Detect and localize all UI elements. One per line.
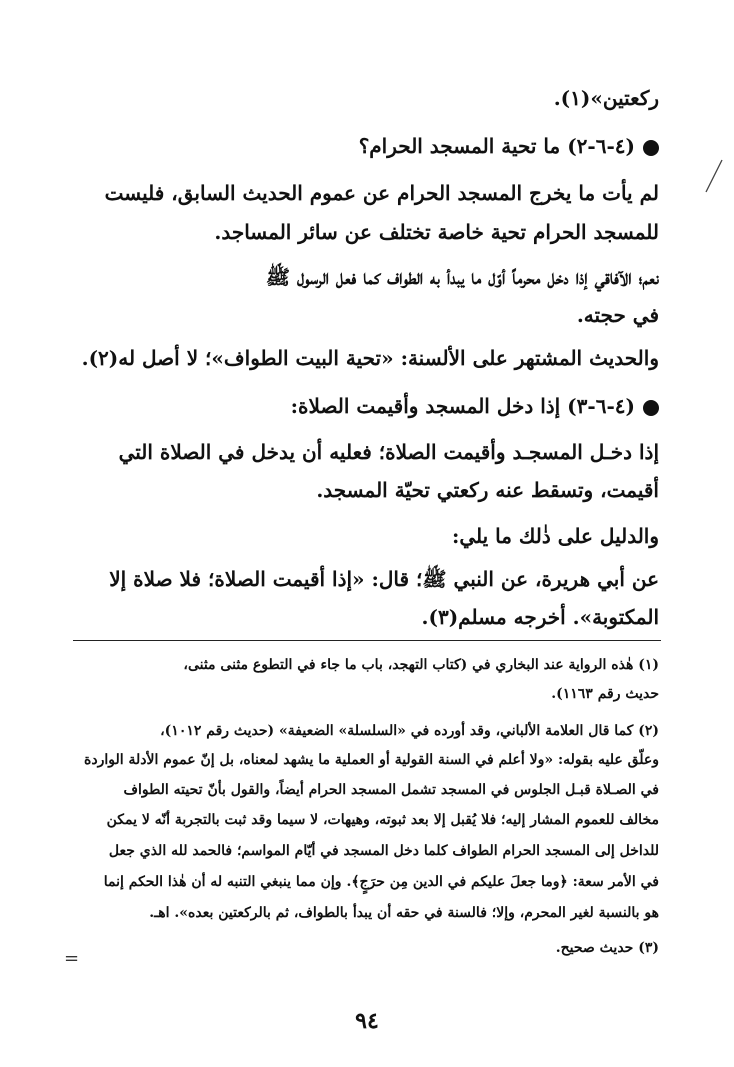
footnote-line: هو بالنسبة لغير المحرم، وإلا؛ فالسنة في حقه أن يبدأ بالطواف، ثم بالركعتين بعده». اهـ. bbox=[149, 905, 659, 921]
paragraph-line: والحديث المشتهر على الألسنة: «تحية البيت الطواف»؛ لا أصل له(٢). bbox=[81, 346, 659, 370]
page-number: ٩٤ bbox=[355, 1008, 379, 1034]
footnote-line: (٢) كما قال العلامة الألباني، وقد أورده في «السلسلة» الضعيفة» (حديث رقم ١٠١٢)، bbox=[160, 723, 659, 739]
section-heading bbox=[291, 394, 659, 418]
footnote-line: (١) هٰذه الرواية عند البخاري في (كتاب التهجد، باب ما جاء في التطوع مثنى مثنى، bbox=[183, 657, 659, 673]
footnote-line: للداخل إلى المسجد الحرام الطواف كلما دخل المسجد في أيّام المواسم؛ فالحمد لله الذي جعل bbox=[108, 843, 659, 859]
footnote-line: مخالف للعموم المشار إليه؛ فلا يُقبل إلا بعد ثبوته، وهيهات، لا سيما وقد ثبت بالتجربة أنّه لا يمكن bbox=[106, 812, 659, 828]
paragraph-line: المكتوبة». أخرجه مسلم(٣). bbox=[421, 605, 659, 629]
paragraph-line: أقيمت، وتسقط عنه ركعتي تحيّة المسجد. bbox=[316, 478, 659, 502]
paragraph-line: نعم؛ الآفاقي إذا دخل محرماً أوّل ما يبدأ به الطواف كما فعل الرسول ﷺ bbox=[265, 265, 659, 289]
margin-stroke-icon bbox=[700, 158, 730, 198]
footnote-line: حديث رقم ١١٦٣). bbox=[551, 686, 659, 702]
section-heading-text: (٤-٦-٣) إذا دخل المسجد وأقيمت الصلاة: bbox=[290, 394, 635, 418]
footnote-divider bbox=[73, 640, 661, 641]
bullet-dot-icon bbox=[643, 400, 659, 416]
footnote-line: (٣) حديث صحيح. bbox=[555, 940, 659, 956]
paragraph-line: للمسجد الحرام تحية خاصة تختلف عن سائر المساجد. bbox=[214, 220, 659, 244]
margin-mark: = bbox=[64, 948, 80, 969]
paragraph-line: في حجته. bbox=[576, 303, 659, 327]
paragraph-line: عن أبي هريرة، عن النبي ﷺ؛ قال: «إذا أقيمت الصلاة؛ فلا صلاة إلا bbox=[109, 567, 659, 591]
paragraph-line: والدليل على ذٰلك ما يلي: bbox=[451, 524, 659, 548]
paragraph-line: إذا دخـل المسجـد وأقيمت الصلاة؛ فعليه أن يدخل في الصلاة التي bbox=[118, 440, 659, 464]
footnote-line: وعلّق عليه بقوله: «ولا أعلم في السنة القولية أو العملية ما يشهد لمعناه، بل إنّ عموم الأدلة الواردة bbox=[84, 752, 659, 768]
body-line: ركعتين»(١). bbox=[553, 86, 659, 110]
bullet-dot-icon bbox=[643, 140, 659, 156]
section-heading-text: (٤-٦-٢) ما تحية المسجد الحرام؟ bbox=[358, 134, 635, 158]
footnote-line: في الصـلاة قبـل الجلوس في المسجد تشمل المسجد الحرام أيضاً، والقول بأنّ تحيته الطواف bbox=[123, 782, 659, 798]
paragraph-line: لم يأت ما يخرج المسجد الحرام عن عموم الحديث السابق، فليست bbox=[104, 181, 659, 205]
footnote-line: في الأمر سعة: ﴿وما جعلَ عليكم في الدين مِن حرَجٍ﴾. وإن مما ينبغي التنبه له أن هٰذا الحكم إنما bbox=[103, 874, 659, 890]
section-heading bbox=[359, 134, 659, 158]
